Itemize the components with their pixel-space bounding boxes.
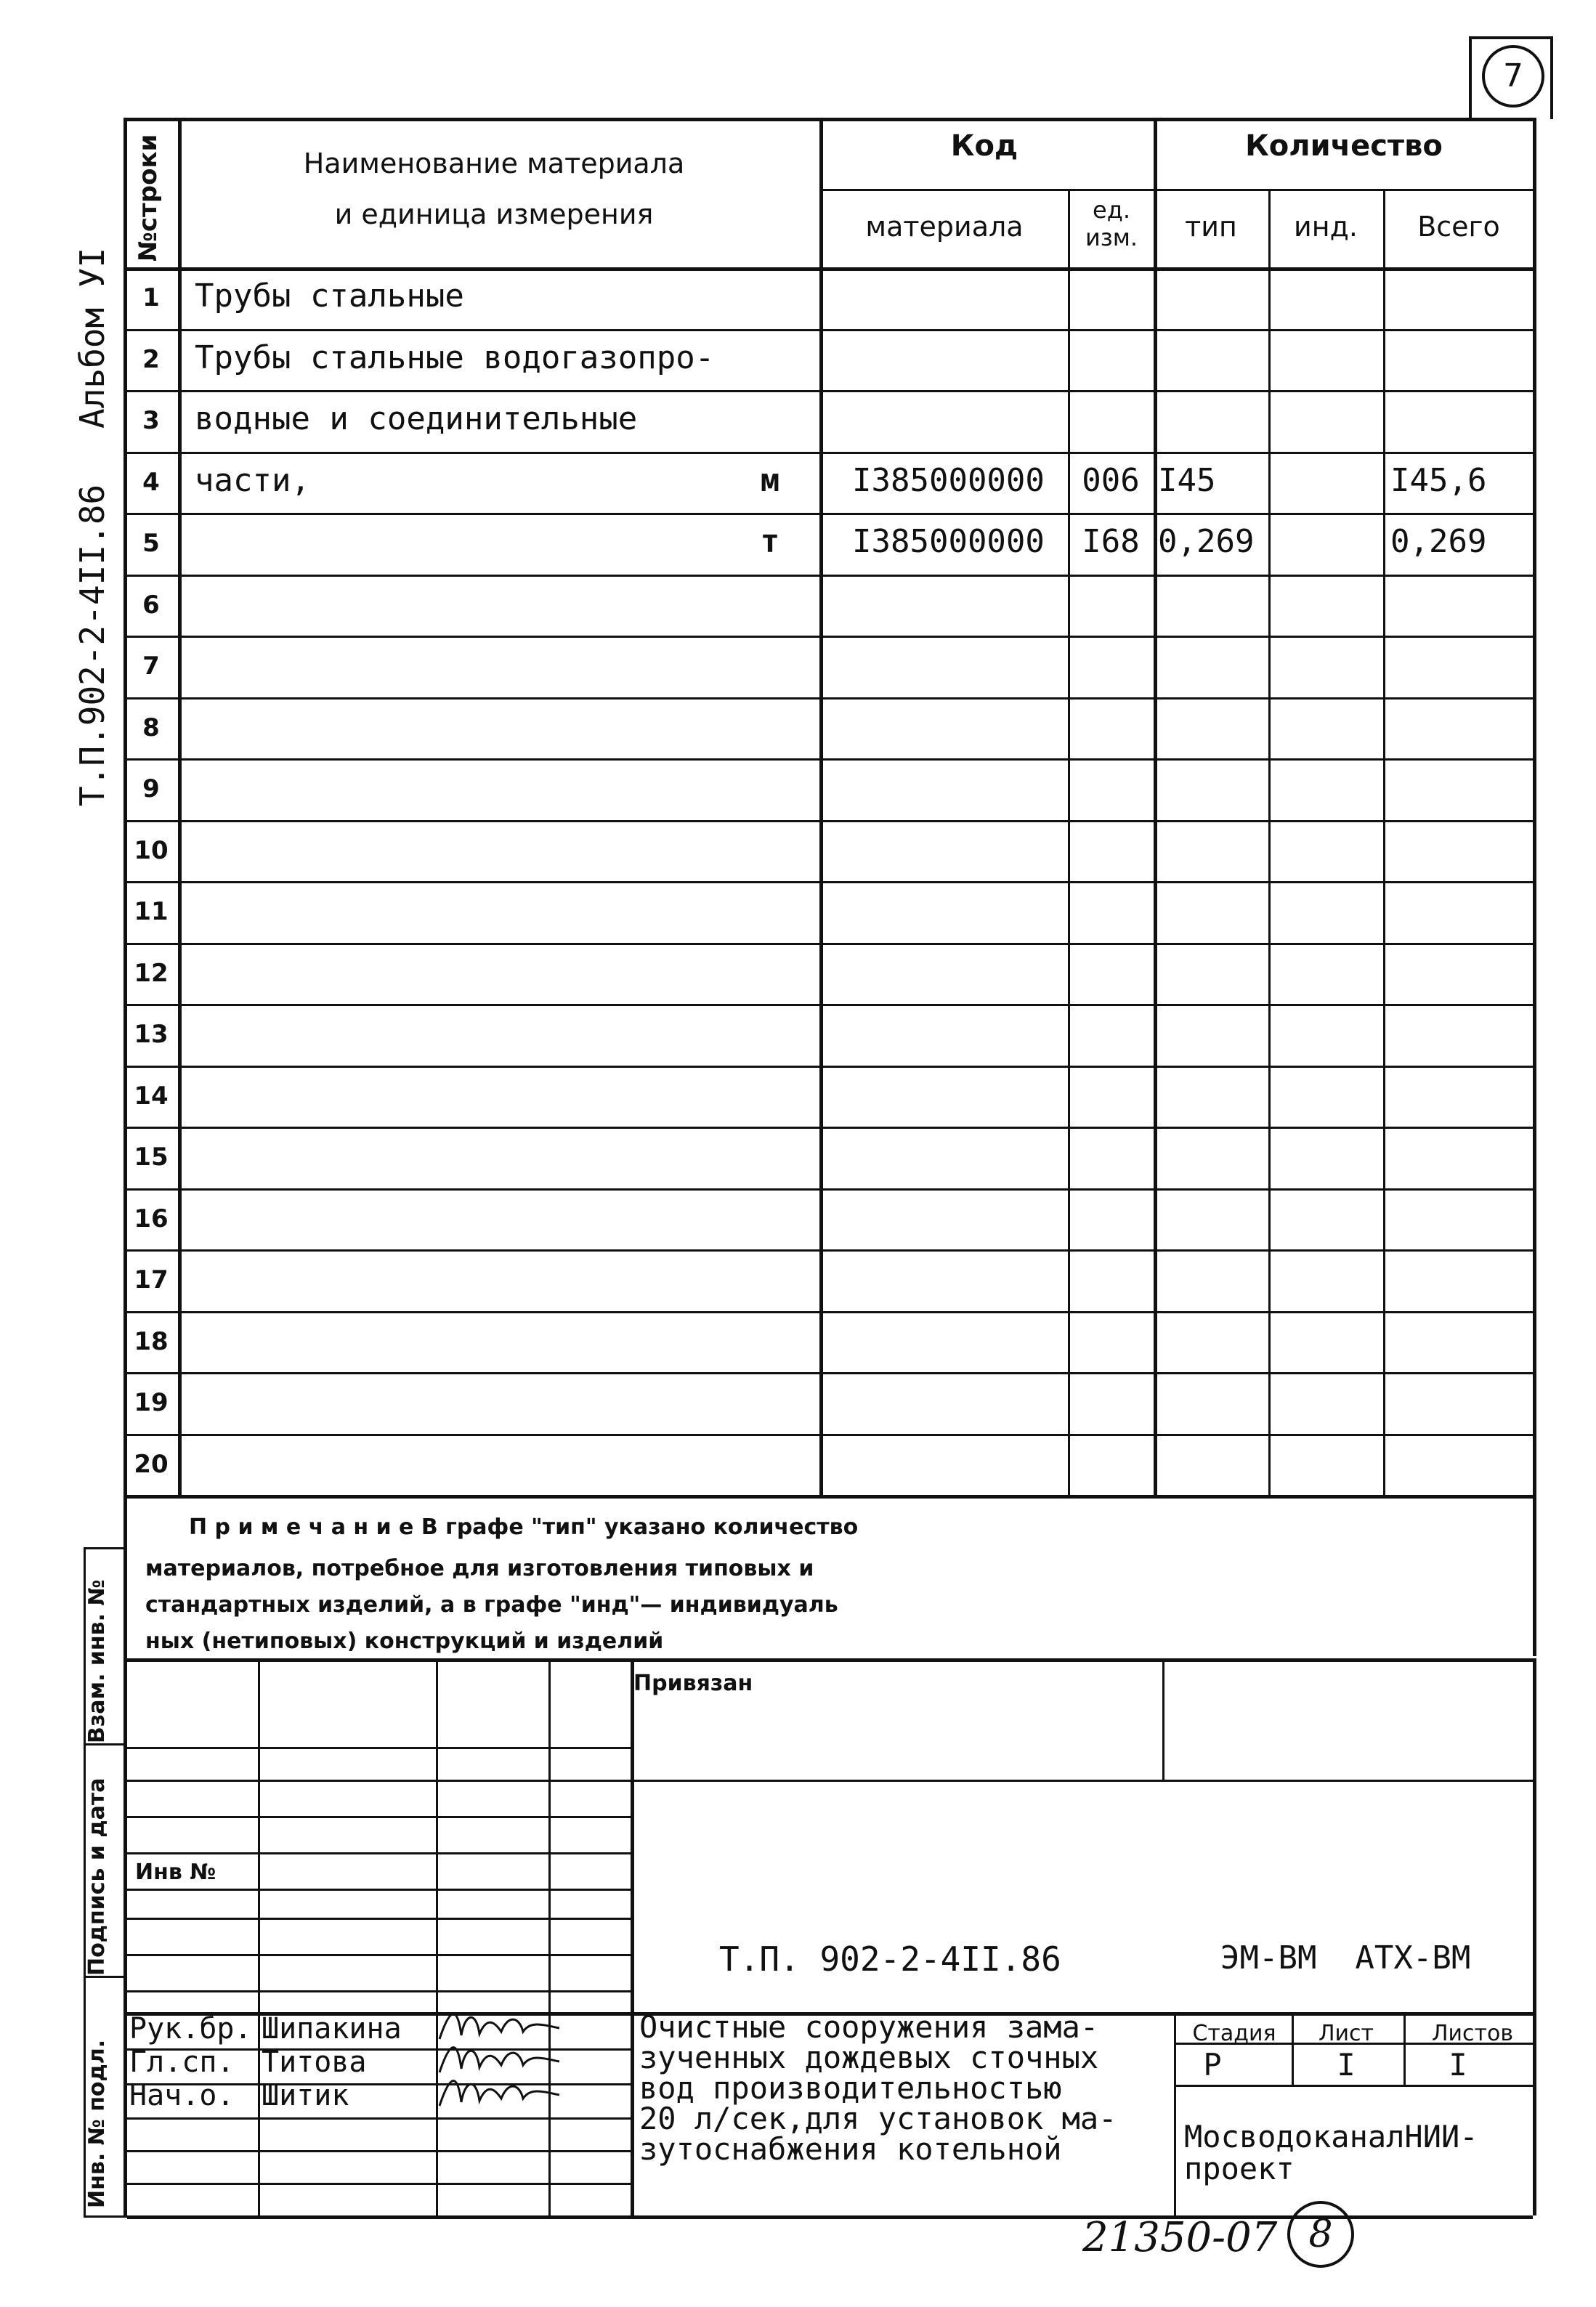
organization bbox=[1184, 2121, 1478, 2185]
unit-letter: т bbox=[760, 523, 780, 560]
qty-header: Количество bbox=[1245, 129, 1443, 163]
row-number: 19 bbox=[134, 1388, 169, 1417]
page-number-circle bbox=[1482, 45, 1544, 108]
row-divider bbox=[123, 452, 1533, 454]
row-divider bbox=[123, 1188, 1533, 1191]
ind-column-border bbox=[1383, 189, 1385, 1495]
tb-col bbox=[258, 1658, 260, 2215]
role-name: Титова bbox=[262, 2046, 367, 2079]
code-header: Код bbox=[950, 129, 1018, 163]
row-divider bbox=[123, 1311, 1533, 1313]
description-line-4: 20 л/сек,для установок ма- bbox=[639, 2101, 1117, 2136]
material-name: водные и соединительные bbox=[195, 400, 638, 437]
material-name: Трубы стальные bbox=[195, 277, 464, 315]
sheet-value: I bbox=[1337, 2047, 1356, 2083]
album-label: Альбом УI bbox=[73, 247, 112, 429]
row-number: 17 bbox=[134, 1265, 169, 1294]
row-number: 9 bbox=[142, 774, 160, 803]
margin-divider-1 bbox=[84, 1743, 127, 1746]
qty-type: 0,269 bbox=[1158, 523, 1255, 560]
row-divider bbox=[123, 575, 1533, 577]
unit-letter: м bbox=[760, 461, 780, 499]
tb-line bbox=[127, 1990, 632, 1992]
stage-value: Р bbox=[1203, 2047, 1222, 2083]
row-divider bbox=[123, 820, 1533, 822]
row-number: 20 bbox=[134, 1449, 169, 1479]
sheet-label: Лист bbox=[1318, 2021, 1374, 2046]
material-name: Трубы стальные водогазопро- bbox=[195, 338, 715, 376]
description-line-1: Очистные сооружения зама- bbox=[639, 2009, 1099, 2045]
name-column-border bbox=[819, 118, 823, 1495]
row-number: 2 bbox=[142, 344, 160, 374]
row-divider bbox=[123, 758, 1533, 761]
titleblock-top bbox=[127, 1658, 1533, 1662]
tb-line bbox=[127, 2150, 632, 2152]
row-divider bbox=[123, 636, 1533, 638]
role-title: Гл.сп. bbox=[129, 2046, 235, 2079]
tb-col bbox=[1162, 1658, 1164, 1780]
stage-bottom bbox=[1174, 2085, 1533, 2087]
tb-line bbox=[628, 1780, 1533, 1782]
note-line-2: материалов, потребное для изготовления типовых и bbox=[145, 1556, 814, 1581]
titleblock-right bbox=[1533, 1658, 1536, 2215]
row-number: 13 bbox=[134, 1020, 169, 1049]
sub-material-header: материала bbox=[865, 211, 1024, 243]
stage-label: Стадия bbox=[1192, 2021, 1276, 2046]
row-number: 10 bbox=[134, 835, 169, 865]
note-line-1: П р и м е ч а н и е В графе "тип" указано количество bbox=[189, 1515, 859, 1540]
page-number: 7 bbox=[1503, 57, 1523, 94]
row-number: 16 bbox=[134, 1204, 169, 1233]
row-number: 3 bbox=[142, 406, 160, 435]
note-line-3: стандартных изделий, а в графе "инд"— индивидуаль bbox=[145, 1592, 838, 1618]
stamp-number: 21350-07 bbox=[1082, 2214, 1278, 2261]
material-code-border bbox=[1068, 189, 1070, 1495]
row-divider bbox=[123, 881, 1533, 883]
margin-divider-2 bbox=[84, 1976, 127, 1978]
row-number: 7 bbox=[142, 652, 160, 681]
row-number: 11 bbox=[134, 897, 169, 926]
material-code: I385000000 bbox=[852, 461, 1045, 499]
table-right-border bbox=[1533, 118, 1536, 1656]
row-number: 18 bbox=[134, 1326, 169, 1356]
stamp-circled-number: 8 bbox=[1308, 2213, 1333, 2256]
role-title: Нач.о. bbox=[129, 2079, 235, 2112]
stamp-circle bbox=[1287, 2201, 1354, 2268]
row-divider bbox=[123, 1249, 1533, 1252]
description-line-3: вод производительностью bbox=[639, 2070, 1062, 2106]
sheets-value: I bbox=[1449, 2047, 1467, 2083]
row-number: 5 bbox=[142, 529, 160, 558]
tb-line bbox=[127, 2183, 632, 2185]
doc-marks: ЭМ-ВМ АТХ-ВМ bbox=[1220, 1939, 1471, 1976]
signature-icon bbox=[436, 2066, 567, 2117]
tb-line bbox=[127, 1780, 632, 1782]
rownum-column-border bbox=[178, 118, 182, 1495]
qty-total: 0,269 bbox=[1390, 523, 1487, 560]
tb-line bbox=[127, 1954, 632, 1956]
table-top-border bbox=[123, 118, 1533, 121]
doc-code: Т.П. 902-2-4II.86 bbox=[719, 1939, 1061, 1979]
vzam-inv-label: Взам. инв. № bbox=[84, 1579, 110, 1743]
tb-col bbox=[436, 1658, 438, 2215]
row-number: 8 bbox=[142, 713, 160, 742]
row-divider bbox=[123, 943, 1533, 945]
row-divider bbox=[123, 329, 1533, 331]
tb-line bbox=[127, 1852, 632, 1854]
type-column-border bbox=[1268, 189, 1271, 1495]
table-left-border bbox=[123, 118, 127, 1518]
unit-code: 006 bbox=[1082, 461, 1140, 499]
row-divider bbox=[123, 1495, 1533, 1499]
header-bottom-border bbox=[123, 267, 1533, 271]
podpis-data-label: Подпись и дата bbox=[84, 1777, 110, 1976]
row-number: 6 bbox=[142, 590, 160, 620]
inv-podl-label: Инв. № подл. bbox=[84, 2039, 110, 2208]
sub-total-header: Всего bbox=[1417, 211, 1500, 243]
row-divider bbox=[123, 1066, 1533, 1068]
organization-line-1: МосводоканалНИИ- bbox=[1184, 2119, 1478, 2154]
project-code-label: Т.П.902-2-4II.86 bbox=[73, 484, 112, 806]
inv-no-label: Инв № bbox=[135, 1860, 216, 1885]
sub-ind-header: инд. bbox=[1294, 211, 1358, 243]
role-title: Рук.бр. bbox=[129, 2012, 252, 2046]
row-divider bbox=[123, 1127, 1533, 1129]
row-divider bbox=[123, 1372, 1533, 1374]
tb-line bbox=[127, 1918, 632, 1920]
material-code: I385000000 bbox=[852, 523, 1045, 560]
row-divider bbox=[123, 390, 1533, 392]
unit-code: I68 bbox=[1082, 523, 1140, 560]
tb-line bbox=[127, 1816, 632, 1818]
qty-type: I45 bbox=[1158, 461, 1216, 499]
tb-col bbox=[1174, 2012, 1176, 2215]
sheets-label: Листов bbox=[1431, 2021, 1514, 2046]
name-header-line1: Наименование материала и единица измерения bbox=[303, 147, 685, 230]
tb-line bbox=[127, 1747, 632, 1749]
privyazan-label: Привязан bbox=[633, 1671, 753, 1696]
row-divider bbox=[123, 1004, 1533, 1006]
role-name: Шипакина bbox=[262, 2012, 402, 2046]
row-divider bbox=[123, 697, 1533, 700]
unit-column-border bbox=[1154, 118, 1157, 1495]
margin-top-line bbox=[84, 1547, 127, 1549]
row-divider bbox=[123, 513, 1533, 515]
description-line-2: зученных дождевых сточных bbox=[639, 2040, 1099, 2075]
row-number: 14 bbox=[134, 1081, 169, 1111]
role-name: Шитик bbox=[262, 2079, 349, 2112]
margin-bottom-line bbox=[84, 2215, 127, 2218]
row-number: 1 bbox=[142, 283, 160, 312]
row-divider bbox=[123, 1434, 1533, 1436]
margin-border bbox=[123, 1518, 127, 2215]
tb-col bbox=[548, 1658, 551, 2215]
subheader-line bbox=[819, 189, 1533, 191]
tb-line bbox=[127, 2117, 632, 2120]
rownum-header: №строки bbox=[134, 134, 163, 261]
sub-type-header: тип bbox=[1185, 211, 1237, 243]
description-block bbox=[639, 2009, 1117, 2167]
row-number: 12 bbox=[134, 958, 169, 988]
qty-total: I45,6 bbox=[1390, 461, 1487, 499]
row-number: 4 bbox=[142, 467, 160, 497]
material-name: части, bbox=[195, 461, 310, 499]
tb-line bbox=[127, 1889, 632, 1891]
tb-col-main bbox=[631, 1658, 634, 2215]
description-line-5: зутоснабжения котельной bbox=[639, 2131, 1062, 2167]
organization-line-2: проект bbox=[1184, 2151, 1295, 2186]
row-number: 15 bbox=[134, 1143, 169, 1172]
sub-unit-header: ед. изм. bbox=[1085, 196, 1138, 251]
note-line-4: ных (нетиповых) конструкций и изделий bbox=[145, 1629, 664, 1654]
